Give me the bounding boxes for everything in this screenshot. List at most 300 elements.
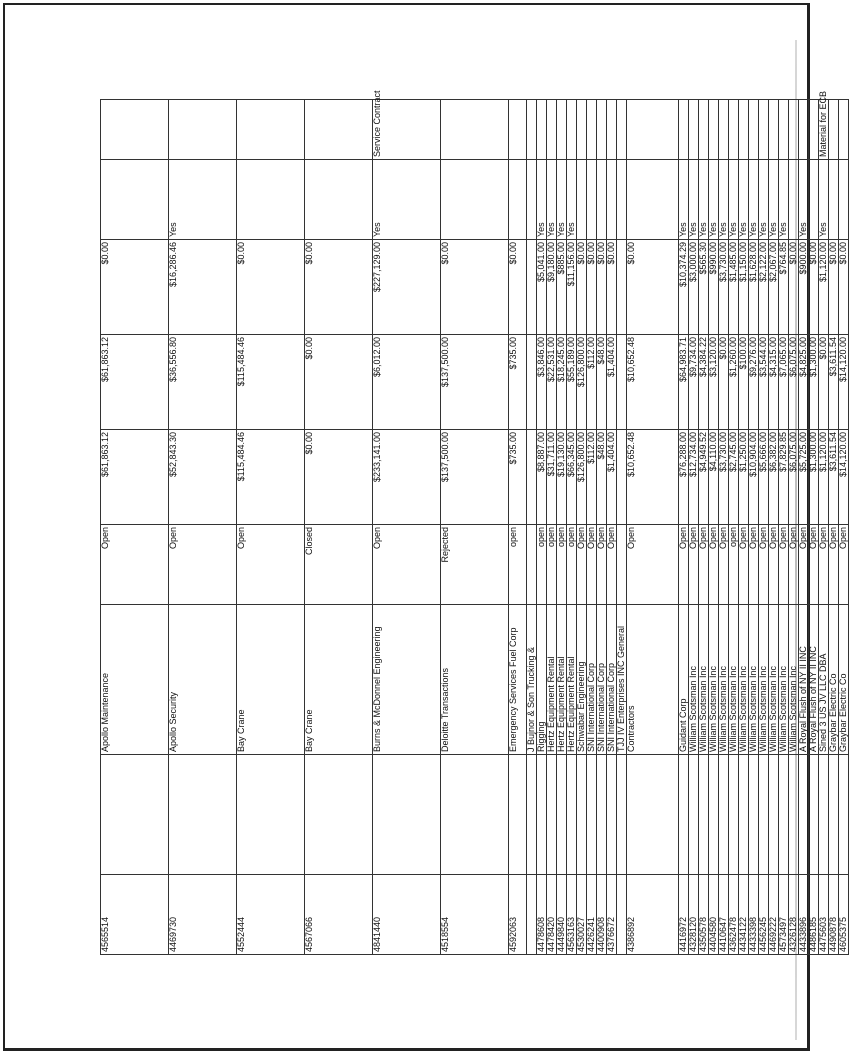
vendor-name-cell: Guidant Corp — [679, 605, 689, 755]
flag-cell: Yes — [567, 160, 577, 240]
table-row — [527, 100, 537, 955]
note-cell — [719, 100, 729, 160]
po-number-cell: 4475603 — [819, 875, 829, 955]
remaining-amount-cell: $0.00 — [789, 240, 799, 335]
blank-cell — [779, 755, 789, 875]
status-cell — [617, 525, 627, 605]
total-amount-cell: $48.00 — [597, 430, 607, 525]
paid-amount-cell: $18,245.00 — [557, 335, 567, 430]
note-cell: Service Contract — [373, 100, 441, 160]
remaining-amount-cell: $0.00 — [587, 240, 597, 335]
remaining-amount-cell: $0.00 — [101, 240, 169, 335]
table-row — [799, 100, 809, 955]
po-number-cell — [617, 875, 627, 955]
vendor-name-cell: Contractors — [627, 605, 679, 755]
paid-amount-cell: $4,384.22 — [699, 335, 709, 430]
status-cell: Open — [839, 525, 849, 605]
blank-cell — [719, 755, 729, 875]
po-number-cell: 4434122 — [739, 875, 749, 955]
table-row — [759, 100, 769, 955]
paid-amount-cell: $0.00 — [719, 335, 729, 430]
status-cell: Open — [769, 525, 779, 605]
status-cell — [527, 525, 537, 605]
remaining-amount-cell — [617, 240, 627, 335]
paid-amount-cell: $3,611.54 — [829, 335, 839, 430]
blank-cell — [527, 755, 537, 875]
remaining-amount-cell: $2,067.00 — [769, 240, 779, 335]
flag-cell — [809, 160, 819, 240]
paid-amount-cell: $1,260.00 — [729, 335, 739, 430]
po-number-cell: 4426241 — [587, 875, 597, 955]
total-amount-cell: $4,110.00 — [709, 430, 719, 525]
total-amount-cell: $52,843.30 — [169, 430, 237, 525]
flag-cell: Yes — [547, 160, 557, 240]
flag-cell — [627, 160, 679, 240]
note-cell — [547, 100, 557, 160]
po-number-cell: 4841440 — [373, 875, 441, 955]
po-number-cell: 4478420 — [547, 875, 557, 955]
status-cell: Open — [237, 525, 305, 605]
status-cell: open — [557, 525, 567, 605]
flag-cell — [305, 160, 373, 240]
flag-cell — [101, 160, 169, 240]
total-amount-cell: $10,904.00 — [749, 430, 759, 525]
vendor-name-cell: SNI International Corp — [597, 605, 607, 755]
vendor-name-cell: William Scotsman Inc — [699, 605, 709, 755]
blank-cell — [617, 755, 627, 875]
remaining-amount-cell: $0.00 — [441, 240, 509, 335]
paid-amount-cell: $0.00 — [305, 335, 373, 430]
table-row — [809, 100, 819, 955]
status-cell: Open — [607, 525, 617, 605]
status-cell: Open — [799, 525, 809, 605]
paid-amount-cell: $115,484.46 — [237, 335, 305, 430]
ledger-body — [100, 90, 849, 955]
note-cell — [679, 100, 689, 160]
flag-cell — [527, 160, 537, 240]
total-amount-cell: $5,666.00 — [759, 430, 769, 525]
paid-amount-cell: $4,825.00 — [799, 335, 809, 430]
po-number-cell: 4433896 — [799, 875, 809, 955]
status-cell: Open — [779, 525, 789, 605]
paid-amount-cell: $9,276.00 — [749, 335, 759, 430]
paid-amount-cell: $6,012.00 — [373, 335, 441, 430]
note-cell — [101, 100, 169, 160]
paid-amount-cell: $64,983.71 — [679, 335, 689, 430]
vendor-name-cell: A Royal Flush of NY II INC — [809, 605, 819, 755]
remaining-amount-cell: $885.00 — [557, 240, 567, 335]
flag-cell: Yes — [719, 160, 729, 240]
total-amount-cell: $3,730.00 — [719, 430, 729, 525]
total-amount-cell: $137,500.00 — [441, 430, 509, 525]
remaining-amount-cell: $764.85 — [779, 240, 789, 335]
status-cell: open — [537, 525, 547, 605]
vendor-name-cell: TJJ IV Enterprises INC General — [617, 605, 627, 755]
note-cell — [567, 100, 577, 160]
blank-cell — [305, 755, 373, 875]
note-cell — [587, 100, 597, 160]
table-row — [237, 100, 305, 955]
blank-cell — [597, 755, 607, 875]
vendor-name-cell: Hertz Equipment Rental — [547, 605, 557, 755]
paid-amount-cell — [617, 335, 627, 430]
blank-cell — [577, 755, 587, 875]
paid-amount-cell: $7,065.00 — [779, 335, 789, 430]
total-amount-cell: $3,611.54 — [829, 430, 839, 525]
rotated-ledger-sheet — [100, 90, 848, 955]
table-row — [719, 100, 729, 955]
total-amount-cell: $735.00 — [509, 430, 527, 525]
flag-cell: Yes — [557, 160, 567, 240]
table-row — [789, 100, 799, 955]
status-cell: Open — [789, 525, 799, 605]
vendor-name-cell: SNI International Corp — [587, 605, 597, 755]
paid-amount-cell: $55,189.00 — [567, 335, 577, 430]
purchase-order-table — [100, 90, 849, 955]
table-row — [699, 100, 709, 955]
table-row — [567, 100, 577, 955]
table-row — [749, 100, 759, 955]
paid-amount-cell: $0.00 — [819, 335, 829, 430]
total-amount-cell: $19,130.00 — [557, 430, 567, 525]
blank-cell — [689, 755, 699, 875]
paid-amount-cell: $3,544.00 — [759, 335, 769, 430]
vendor-name-cell: Graybar Electric Co — [839, 605, 849, 755]
flag-cell: Yes — [699, 160, 709, 240]
paid-amount-cell: $3,846.00 — [537, 335, 547, 430]
note-cell — [305, 100, 373, 160]
po-number-cell: 4326128 — [789, 875, 799, 955]
flag-cell: Yes — [779, 160, 789, 240]
remaining-amount-cell: $16,286.46 — [169, 240, 237, 335]
vendor-name-cell: Rigging — [537, 605, 547, 755]
status-cell: Open — [577, 525, 587, 605]
status-cell: Open — [597, 525, 607, 605]
note-cell — [759, 100, 769, 160]
vendor-name-cell: Sined 3 US JV LLC DBA — [819, 605, 829, 755]
table-row — [441, 100, 509, 955]
remaining-amount-cell: $9,180.00 — [547, 240, 557, 335]
remaining-amount-cell: $1,120.00 — [819, 240, 829, 335]
table-row — [547, 100, 557, 955]
vendor-name-cell: Schwabar Engineering — [577, 605, 587, 755]
blank-cell — [699, 755, 709, 875]
total-amount-cell: $112.00 — [587, 430, 597, 525]
paid-amount-cell: $3,120.00 — [709, 335, 719, 430]
note-cell — [699, 100, 709, 160]
flag-cell — [839, 160, 849, 240]
po-number-cell: 4530027 — [577, 875, 587, 955]
status-cell: Open — [169, 525, 237, 605]
paid-amount-cell — [527, 335, 537, 430]
blank-cell — [819, 755, 829, 875]
note-cell — [779, 100, 789, 160]
flag-cell: Yes — [169, 160, 237, 240]
flag-cell: Yes — [689, 160, 699, 240]
total-amount-cell: $10,652.48 — [627, 430, 679, 525]
table-row — [577, 100, 587, 955]
note-cell — [557, 100, 567, 160]
status-cell: Open — [587, 525, 597, 605]
remaining-amount-cell: $1,628.00 — [749, 240, 759, 335]
po-number-cell: 4565514 — [101, 875, 169, 955]
flag-cell: Yes — [373, 160, 441, 240]
flag-cell: Yes — [537, 160, 547, 240]
flag-cell: Yes — [759, 160, 769, 240]
po-number-cell: 4362478 — [729, 875, 739, 955]
blank-cell — [607, 755, 617, 875]
status-cell: open — [509, 525, 527, 605]
po-number-cell: 4490878 — [829, 875, 839, 955]
paid-amount-cell: $137,500.00 — [441, 335, 509, 430]
flag-cell: Yes — [729, 160, 739, 240]
total-amount-cell — [527, 430, 537, 525]
paid-amount-cell: $14,120.00 — [839, 335, 849, 430]
blank-cell — [441, 755, 509, 875]
blank-cell — [169, 755, 237, 875]
table-row — [627, 100, 679, 955]
paid-amount-cell: $6,075.00 — [789, 335, 799, 430]
blank-cell — [557, 755, 567, 875]
remaining-amount-cell: $10,374.29 — [679, 240, 689, 335]
flag-cell — [607, 160, 617, 240]
total-amount-cell: $126,800.00 — [577, 430, 587, 525]
table-row — [373, 100, 441, 955]
blank-cell — [373, 755, 441, 875]
total-amount-cell: $61,863.12 — [101, 430, 169, 525]
note-cell — [729, 100, 739, 160]
blank-cell — [709, 755, 719, 875]
vendor-name-cell: William Scotsman Inc — [709, 605, 719, 755]
vendor-name-cell: J Bujnor & Son Trucking & — [527, 605, 537, 755]
vendor-name-cell: Bay Crane — [305, 605, 373, 755]
table-row — [779, 100, 789, 955]
total-amount-cell: $1,300.00 — [809, 430, 819, 525]
po-number-cell: 4400908 — [597, 875, 607, 955]
status-cell: Open — [373, 525, 441, 605]
flag-cell: Yes — [769, 160, 779, 240]
note-cell — [509, 100, 527, 160]
flag-cell — [597, 160, 607, 240]
note-cell — [527, 100, 537, 160]
paid-amount-cell: $1,404.00 — [607, 335, 617, 430]
note-cell — [789, 100, 799, 160]
po-number-cell — [527, 875, 537, 955]
vendor-name-cell: Bay Crane — [237, 605, 305, 755]
blank-cell — [547, 755, 557, 875]
status-cell: Open — [101, 525, 169, 605]
total-amount-cell: $14,120.00 — [839, 430, 849, 525]
note-cell — [537, 100, 547, 160]
vendor-name-cell: William Scotsman Inc — [719, 605, 729, 755]
total-amount-cell: $12,734.00 — [689, 430, 699, 525]
paid-amount-cell: $1,300.00 — [809, 335, 819, 430]
table-row — [557, 100, 567, 955]
table-row — [509, 100, 527, 955]
note-cell — [627, 100, 679, 160]
status-cell: Open — [627, 525, 679, 605]
note-cell — [749, 100, 759, 160]
total-amount-cell: $2,745.00 — [729, 430, 739, 525]
vendor-name-cell: Graybar Electric Co — [829, 605, 839, 755]
remaining-amount-cell: $227,129.00 — [373, 240, 441, 335]
po-number-cell: 4563163 — [567, 875, 577, 955]
blank-cell — [237, 755, 305, 875]
paid-amount-cell: $4,315.00 — [769, 335, 779, 430]
vendor-name-cell: A Royal Flush of NY II INC — [799, 605, 809, 755]
vendor-name-cell: William Scotsman Inc — [769, 605, 779, 755]
status-cell: Open — [719, 525, 729, 605]
remaining-amount-cell: $0.00 — [509, 240, 527, 335]
table-row — [839, 100, 849, 955]
flag-cell — [237, 160, 305, 240]
flag-cell — [577, 160, 587, 240]
paid-amount-cell: $126,800.00 — [577, 335, 587, 430]
status-cell: open — [567, 525, 577, 605]
po-number-cell: 4469222 — [769, 875, 779, 955]
blank-cell — [537, 755, 547, 875]
remaining-amount-cell: $990.00 — [709, 240, 719, 335]
table-row — [617, 100, 627, 955]
status-cell: Closed — [305, 525, 373, 605]
total-amount-cell: $6,075.00 — [789, 430, 799, 525]
table-row — [689, 100, 699, 955]
status-cell: Open — [809, 525, 819, 605]
blank-cell — [739, 755, 749, 875]
po-number-cell: 4552444 — [237, 875, 305, 955]
note-cell — [689, 100, 699, 160]
paid-amount-cell: $36,556.80 — [169, 335, 237, 430]
po-number-cell: 4410647 — [719, 875, 729, 955]
note-cell — [809, 100, 819, 160]
blank-cell — [627, 755, 679, 875]
status-cell: Open — [699, 525, 709, 605]
note-cell — [617, 100, 627, 160]
vendor-name-cell: Hertz Equipment Rental — [567, 605, 577, 755]
paid-amount-cell: $112.00 — [587, 335, 597, 430]
total-amount-cell: $1,120.00 — [819, 430, 829, 525]
remaining-amount-cell: $0.00 — [305, 240, 373, 335]
po-number-cell: 4456245 — [759, 875, 769, 955]
remaining-amount-cell: $1,485.00 — [729, 240, 739, 335]
note-cell — [799, 100, 809, 160]
remaining-amount-cell: $0.00 — [627, 240, 679, 335]
total-amount-cell: $6,382.00 — [769, 430, 779, 525]
flag-cell — [617, 160, 627, 240]
po-number-cell: 4486185 — [809, 875, 819, 955]
table-row — [709, 100, 719, 955]
table-row — [739, 100, 749, 955]
remaining-amount-cell: $0.00 — [597, 240, 607, 335]
remaining-amount-cell: $565.30 — [699, 240, 709, 335]
paid-amount-cell: $22,531.00 — [547, 335, 557, 430]
note-cell — [237, 100, 305, 160]
table-row — [597, 100, 607, 955]
blank-cell — [799, 755, 809, 875]
flag-cell: Yes — [799, 160, 809, 240]
po-number-cell: 4350578 — [699, 875, 709, 955]
remaining-amount-cell: $0.00 — [809, 240, 819, 335]
status-cell: Open — [709, 525, 719, 605]
status-cell: open — [547, 525, 557, 605]
table-row — [769, 100, 779, 955]
vendor-name-cell: Emergency Services Fuel Corp — [509, 605, 527, 755]
flag-cell — [789, 160, 799, 240]
remaining-amount-cell: $3,730.00 — [719, 240, 729, 335]
note-cell — [709, 100, 719, 160]
paid-amount-cell: $100.00 — [739, 335, 749, 430]
blank-cell — [509, 755, 527, 875]
total-amount-cell: $31,711.00 — [547, 430, 557, 525]
remaining-amount-cell: $2,122.00 — [759, 240, 769, 335]
po-number-cell: 4433398 — [749, 875, 759, 955]
blank-cell — [809, 755, 819, 875]
po-number-cell: 4469730 — [169, 875, 237, 955]
total-amount-cell: $115,484.46 — [237, 430, 305, 525]
remaining-amount-cell: $5,041.00 — [537, 240, 547, 335]
blank-cell — [749, 755, 759, 875]
blank-cell — [587, 755, 597, 875]
flag-cell: Yes — [749, 160, 759, 240]
table-row — [169, 100, 237, 955]
total-amount-cell: $233,141.00 — [373, 430, 441, 525]
paid-amount-cell: $61,863.12 — [101, 335, 169, 430]
remaining-amount-cell: $0.00 — [577, 240, 587, 335]
vendor-name-cell: William Scotsman Inc — [749, 605, 759, 755]
vendor-name-cell: Apollo Security — [169, 605, 237, 755]
po-number-cell: 4449840 — [557, 875, 567, 955]
table-row — [607, 100, 617, 955]
remaining-amount-cell: $0.00 — [829, 240, 839, 335]
remaining-amount-cell: $11,156.00 — [567, 240, 577, 335]
paid-amount-cell: $48.00 — [597, 335, 607, 430]
remaining-amount-cell: $900.00 — [799, 240, 809, 335]
remaining-amount-cell: $0.00 — [607, 240, 617, 335]
remaining-amount-cell: $3,000.00 — [689, 240, 699, 335]
total-amount-cell: $8,887.00 — [537, 430, 547, 525]
vendor-name-cell: William Scotsman Inc — [739, 605, 749, 755]
po-number-cell: 4573497 — [779, 875, 789, 955]
note-cell — [169, 100, 237, 160]
table-row — [819, 100, 829, 955]
total-amount-cell: $66,345.00 — [567, 430, 577, 525]
blank-cell — [679, 755, 689, 875]
total-amount-cell: $0.00 — [305, 430, 373, 525]
note-cell — [769, 100, 779, 160]
status-cell: Open — [739, 525, 749, 605]
po-number-cell: 4328120 — [689, 875, 699, 955]
remaining-amount-cell — [527, 240, 537, 335]
paid-amount-cell: $9,734.00 — [689, 335, 699, 430]
note-cell — [839, 100, 849, 160]
blank-cell — [567, 755, 577, 875]
blank-cell — [759, 755, 769, 875]
note-cell — [739, 100, 749, 160]
remaining-amount-cell: $1,150.00 — [739, 240, 749, 335]
total-amount-cell: $5,725.00 — [799, 430, 809, 525]
table-row — [101, 100, 169, 955]
table-row — [679, 100, 689, 955]
blank-cell — [101, 755, 169, 875]
table-row — [587, 100, 597, 955]
po-number-cell: 4376672 — [607, 875, 617, 955]
note-cell — [441, 100, 509, 160]
po-number-cell: 4386892 — [627, 875, 679, 955]
status-cell: open — [729, 525, 739, 605]
paid-amount-cell: $735.00 — [509, 335, 527, 430]
total-amount-cell: $4,949.52 — [699, 430, 709, 525]
po-number-cell: 4478608 — [537, 875, 547, 955]
